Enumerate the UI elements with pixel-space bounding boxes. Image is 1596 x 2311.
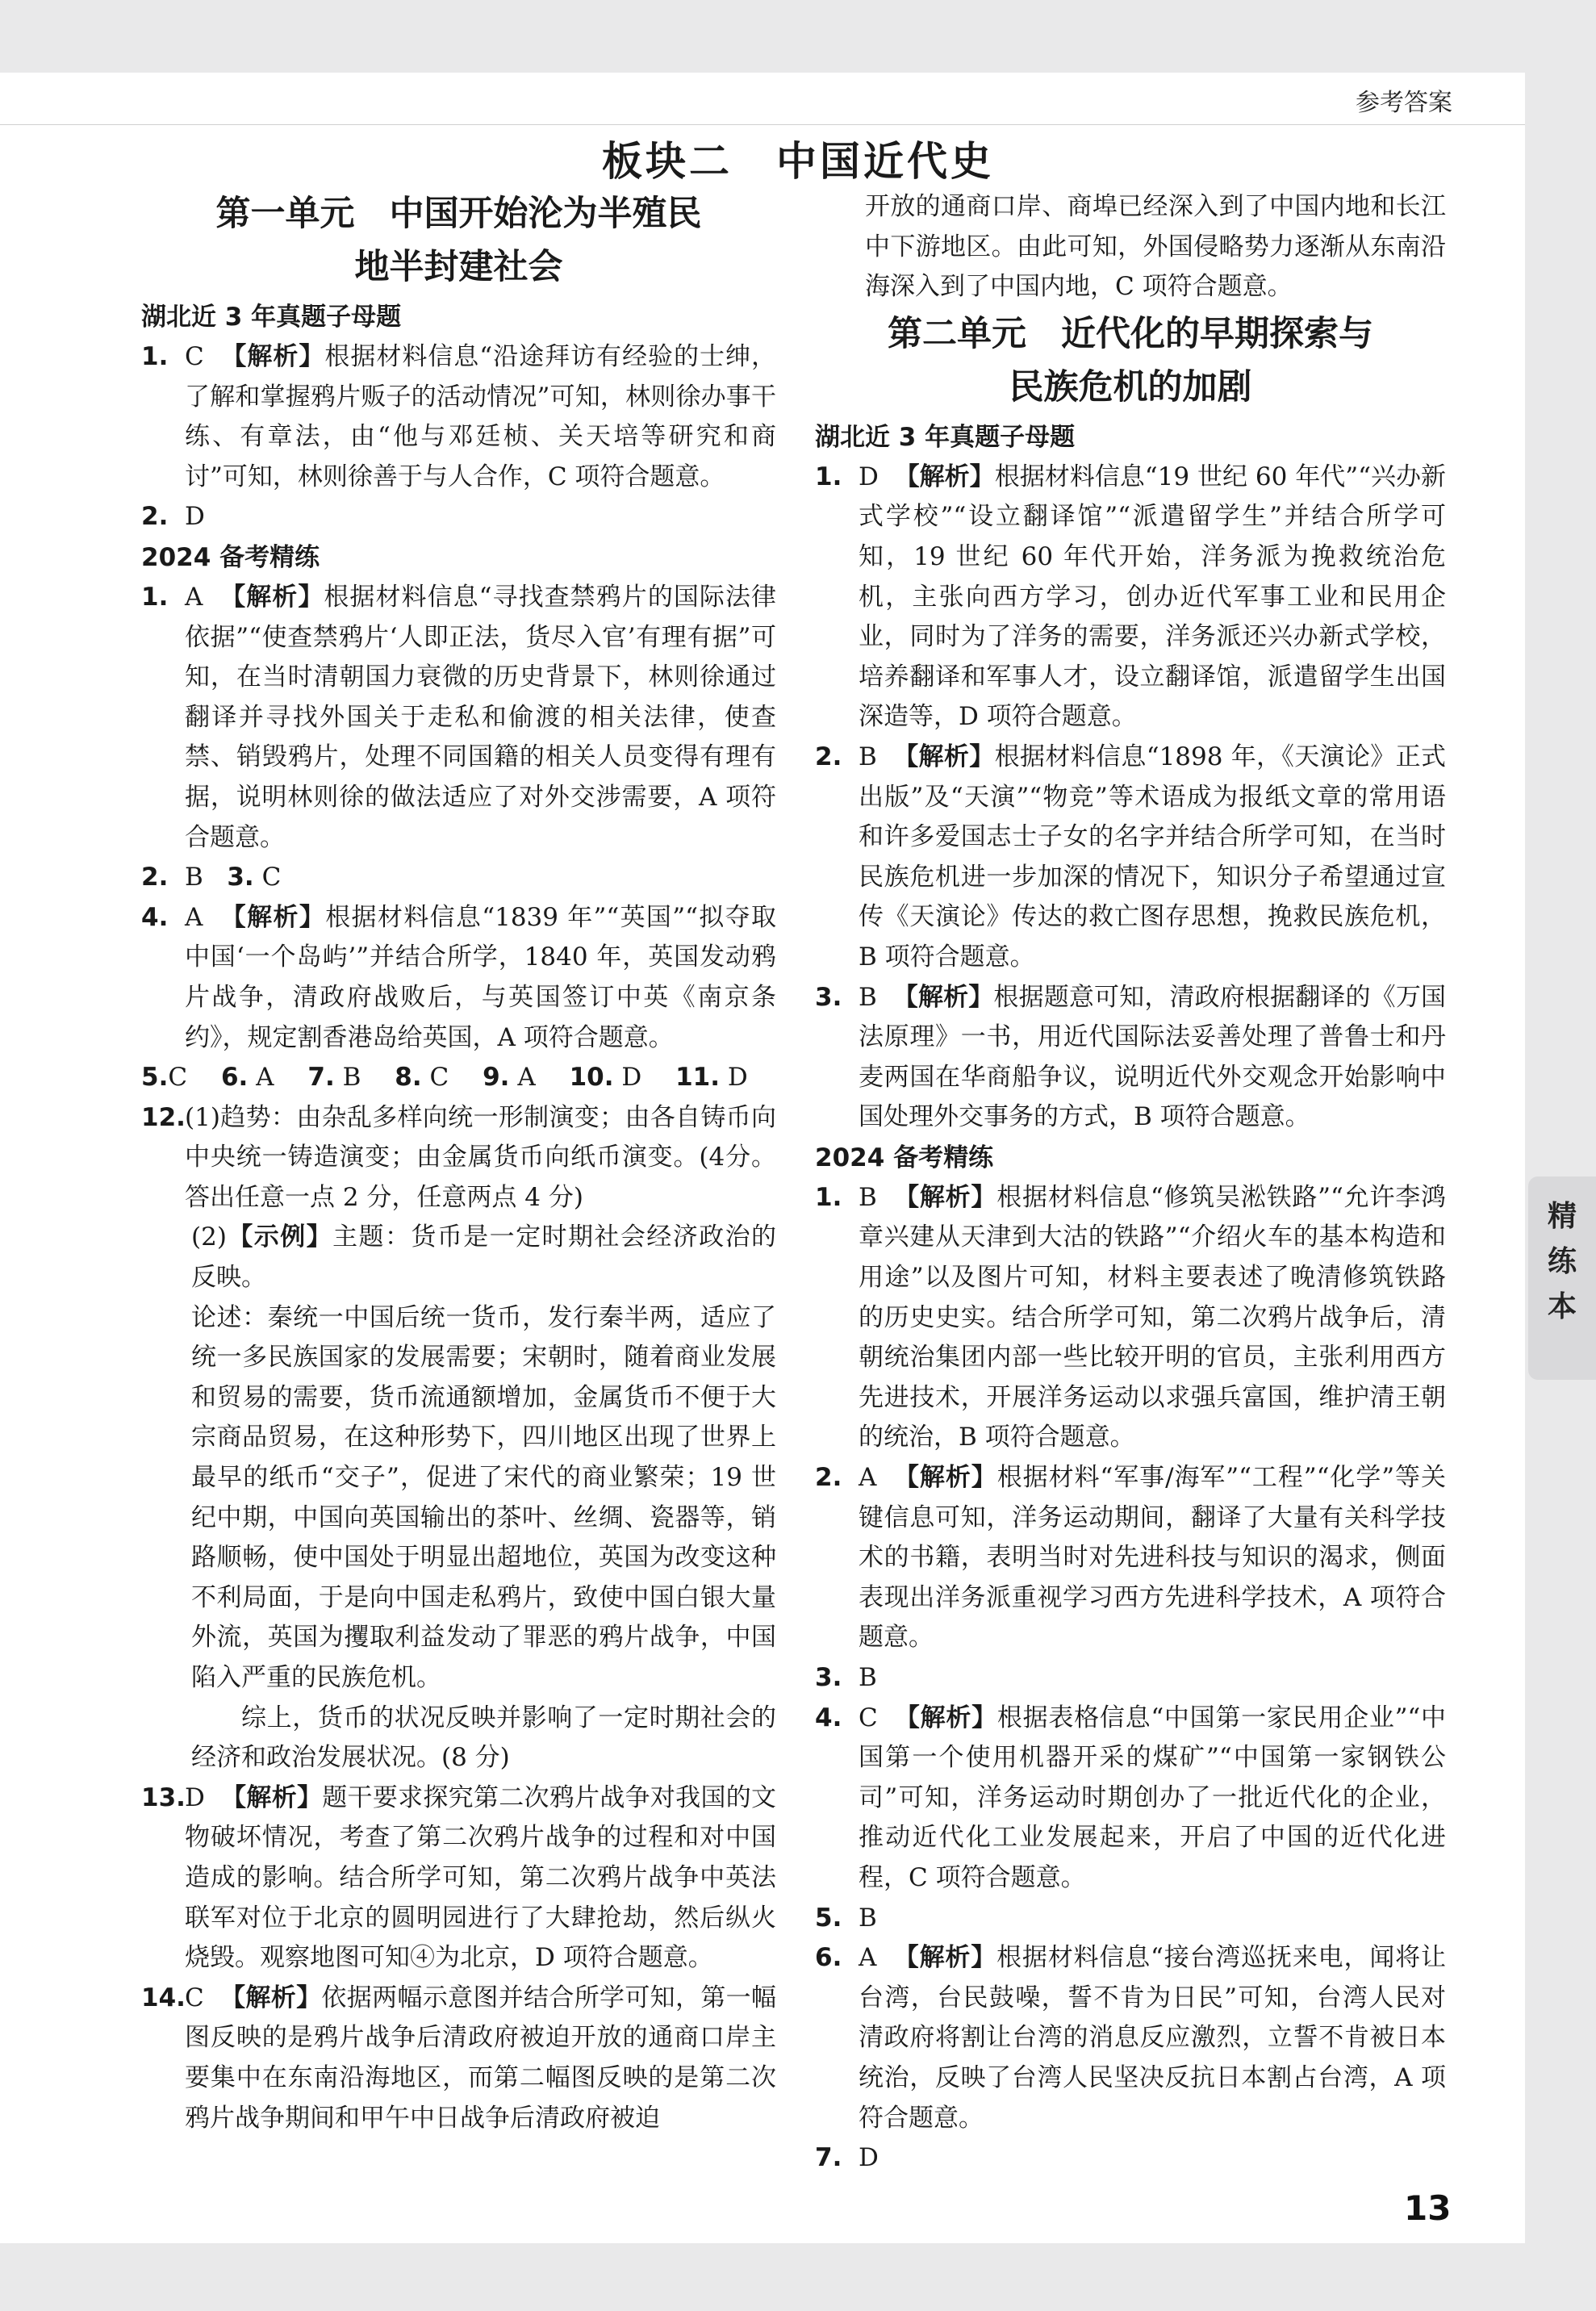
essay-conclusion: 综上，货币的状况反映并影响了一定时期社会的经济和政治发展状况。(8 分) [191,1703,776,1773]
analysis-text: 题干要求探究第二次鸦片战争对我国的文物破坏情况，考查了第二次鸦片战争的过程和对中国造成的影响。结合所学可知，第二次鸦片战争中英法联军对位于北京的圆明园进行了大肆抢劫，然后纵火烧毁。观察地图可知④为北京，D 项符合题意。 [185,1782,777,1973]
unit-title-1-line1: 第一单元 中国开始沦为半殖民 [215,194,702,234]
analysis-text: 根据材料信息“修筑吴淞铁路”“允许李鸿章兴建从天津到大沽的铁路”“介绍火车的基本构造和用途”以及图片可知，材料主要表述了晚清修筑铁路的历史史实。结合所学可知，第二次鸦片战争后，清朝统治集团内部一些比较开明的官员，主张利用西方先进技术，开展洋务运动以求强兵富国，维护清王朝的统治，B 项符合题意。 [859,1182,1446,1452]
subsection-heading: 2024 备考精练 [141,542,320,572]
analysis-text: 根据材料“军事/海军”“工程”“化学”等关键信息可知，洋务运动期间，翻译了大量有关科学技术的书籍，表明当时对先进科技与知识的渴求，侧面表现出洋务派重视学习西方先进科学技术，A 项符合题意。 [859,1463,1446,1653]
analysis-tag: 【解析】 [893,1463,997,1493]
answer-letter: A [859,1943,877,1973]
part-label: (2) [191,1222,227,1252]
item-number: 1. [141,582,169,612]
answer-item [141,578,776,858]
item-number: 5. [815,1903,842,1933]
item-number: 6. [220,1063,249,1093]
side-tab-char: 本 [1547,1290,1577,1323]
header-divider [0,124,1525,125]
answer-letter: A [859,1463,877,1493]
unit-title-2-line2: 民族危机的加剧 [1009,366,1252,407]
answer-item [815,978,1446,1138]
subsection-heading: 湖北近 3 年真题子母题 [141,303,402,332]
answer-letter: B [859,982,877,1012]
analysis-text: 根据材料信息“寻找查禁鸦片的国际法律依据”“使查禁鸦片‘人即正法，货尽入官’有理有据”可知，在当时清朝国力衰微的历史背景下，林则徐通过翻译并寻找外国关于走私和偷渡的相关法律，使查禁、销毁鸦片，处理不同国籍的相关人员变得有理有据，说明林则徐的做法适应了对外交涉需要，A 项符合题意。 [185,582,776,852]
answer-item [815,1938,1446,2138]
unit-title-1 [141,187,776,294]
item-number: 12. [141,1102,186,1132]
answer-item [815,458,1446,738]
item-number: 3. [227,863,254,892]
answer-item [141,1778,776,1979]
essay-paragraph: 论述：秦统一中国后统一货币，发行秦半两，适应了统一多民族国家的发展需要；宋朝时，随着商业发展和贸易的需要，货币流通额增加，金属货币不便于大宗商品贸易，在这种形势下，四川地区出现了世界上最早的纸币“交子”，促进了宋代的商业繁荣；19 世纪中期，中国向英国输出的茶叶、丝绸、瓷器等，销路顺畅，使中国处于明显出超地位，英国为改变这种不利局面，于是向中国走私鸦片，致使中国白银大量外流，英国为攫取利益发动了罪恶的鸦片战争，中国陷入严重的民族危机。 [191,1302,776,1692]
answer-pair [141,1063,200,1092]
answer-letter: C [261,863,282,892]
analysis-tag: 【解析】 [892,982,994,1012]
analysis-tag: 【解析】 [894,1182,997,1212]
item-number: 3. [815,982,842,1012]
item-number: 6. [815,1943,842,1973]
item-number: 8. [395,1063,422,1093]
continuation-text: 开放的通商口岸、商埠已经深入到了中国内地和长江中下游地区。由此可知，外国侵略势力逐渐从东南沿海深入到了中国内地，C 项符合题意。 [865,192,1446,302]
answer-letter: D [621,1063,642,1093]
answer-letter: D [727,1063,748,1093]
answer-part-1: (1)趋势：由杂乱多样向统一形制演变；由各自铸币向中央统一铸造演变；由金属货币向纸币演变。(4分。答出任意一点 2 分，任意两点 4 分) [185,1102,776,1212]
unit-title-2-line1: 第二单元 近代化的早期探索与 [888,313,1373,354]
answer-item [141,497,776,537]
analysis-text: 根据材料信息“沿途拜访有经验的士绅，了解和掌握鸦片贩子的活动情况”可知，林则徐办事干练、有章法，由“他与邓廷桢、关天培等研究和商讨”可知，林则徐善于与人合作，C 项符合题意。 [185,342,776,491]
analysis-tag: 【解析】 [894,462,995,491]
item-number: 4. [815,1703,842,1732]
answer-item [815,1178,1446,1458]
answer-letter: C [429,1063,449,1093]
answer-pair [675,1063,761,1092]
analysis-tag: 【解析】 [220,582,324,612]
analysis-tag: 【解析】 [894,1703,997,1732]
answer-pair [483,1063,549,1092]
answer-letter: A [185,582,203,612]
theme-text: 主题：货币是一定时期社会经济政治的反映。 [191,1222,777,1293]
analysis-text: 根据表格信息“中国第一家民用企业”“中国第一个使用机器开采的煤矿”“中国第一家钢铁公司”可知，洋务运动时期创办了一批近代化的企业，推动近代化工业发展起来，开启了中国的近代化进程，C 项符合题意。 [859,1703,1446,1892]
subsection-heading: 2024 备考精练 [815,1143,994,1172]
answer-item [815,1658,1446,1699]
answer-letter: A [256,1063,274,1093]
answer-item [815,2138,1446,2179]
analysis-text: 根据题意可知，清政府根据翻译的《万国法原理》一书，用近代国际法妥善处理了普鲁士和丹麦两国在华商船争议，说明近代外交观念开始影响中国处理外交事务的方式，B 项符合题意。 [859,982,1446,1132]
answer-letter: D [185,502,205,532]
unit-title-1-line2: 地半封建社会 [354,247,563,287]
item-number: 1. [141,342,169,371]
header-label: 参考答案 [1356,89,1452,117]
analysis-text: 根据材料信息“接台湾巡抚来电，闻将让台湾，台民鼓噪，誓不肯为日民”可知，台湾人民对清政府将割让台湾的消息反应激烈，立誓不肯被日本统治，反映了台湾人民坚决反抗日本割占台湾，A 项符合题意。 [859,1943,1446,2133]
analysis-tag: 【解析】 [893,1943,997,1973]
item-number: 7. [815,2143,842,2173]
answer-item [815,738,1446,978]
item-number: 2. [815,1463,842,1493]
answer-item [141,898,776,1058]
page-number: 13 [1404,2188,1452,2228]
answer-letter: C [859,1703,878,1732]
item-number: 11. [675,1063,720,1093]
item-number: 5. [141,1063,169,1093]
answer-letter: B [859,742,877,771]
answer-letter: B [859,1903,877,1933]
answer-item [141,858,776,898]
side-tab-char: 精 [1547,1200,1577,1233]
analysis-text: 根据材料信息“1839 年”“英国”“拟夺取中国‘一个岛屿’”并结合所学，1840 年，英国发动鸦片战争，清政府战败后，与英国签订中英《南京条约》，规定割香港岛给英国，A 项符合题意。 [185,902,776,1052]
answer-row [141,1058,776,1098]
answer-part-2 [141,1218,776,1298]
item-number: 2. [141,863,169,892]
analysis-tag: 【解析】 [221,1782,323,1812]
section-title: 板块二 中国近代史 [602,138,994,185]
item-number: 3. [815,1663,842,1692]
answer-letter: B [859,1663,877,1692]
answer-item [141,337,776,497]
answer-pair [395,1063,462,1092]
analysis-text: 根据材料信息“1898 年，《天演论》正式出版”及“天演”“物竞”等术语成为报纸文章的常用语和许多爱国志士子女的名字并结合所学可知，在当时民族危机进一步加深的情况下，知识分子希望通过宣传《天演论》传达的救亡图存思想，挽救民族危机，B 项符合题意。 [859,742,1447,972]
answer-item [141,1979,776,2138]
answer-letter: D [185,1782,205,1812]
answer-item [815,1458,1446,1658]
item-number: 4. [141,902,169,932]
analysis-text: 依据两幅示意图并结合所学可知，第一幅图反映的是鸦片战争后清政府被迫开放的通商口岸主要集中在东南沿海地区，而第二幅图反映的是第二次鸦片战争期间和甲午中日战争后清政府被迫 [185,1983,776,2133]
answer-pair [307,1063,374,1092]
item-number: 1. [815,1182,842,1212]
side-tab-char: 练 [1547,1245,1577,1278]
answer-letter: D [859,462,879,491]
answer-letter: B [859,1182,877,1212]
item-number: 2. [141,502,169,532]
item-number: 9. [483,1063,510,1093]
analysis-text: 根据材料信息“19 世纪 60 年代”“兴办新式学校”“设立翻译馆”“派遣留学生”并结合所学可知，19 世纪 60 年代开始，洋务派为挽救统治危机，主张向西方学习，创办近代军事工业和民用企业，同时为了洋务的需要，洋务派还兴办新式学校，培养翻译和军事人才，设立翻译馆，派遣留学生出国深造等，D 项符合题意。 [859,462,1446,732]
answer-letter: C [185,1983,204,2012]
item-number: 10. [569,1063,614,1093]
item-number: 7. [307,1063,335,1093]
analysis-tag: 【解析】 [220,902,326,932]
item-number: 14. [141,1983,186,2012]
answer-letter: D [859,2143,879,2173]
unit-title-2 [815,307,1446,414]
analysis-tag: 【解析】 [221,342,325,371]
side-tab-label [1528,1194,1596,1330]
analysis-tag: 【解析】 [893,742,995,771]
subsection-heading: 湖北近 3 年真题子母题 [815,422,1076,452]
side-tab [1528,1176,1596,1380]
answer-pair [570,1063,655,1092]
right-column [815,187,1446,2179]
item-number: 2. [815,742,842,771]
answer-letter: A [185,902,203,932]
item-number: 13. [141,1782,186,1812]
answer-pair [221,1063,287,1092]
answer-letter: C [168,1063,188,1093]
answer-letter: B [185,863,203,892]
left-column [141,187,776,2138]
answer-item [815,1699,1446,1899]
answer-item [141,1098,776,1218]
analysis-tag: 【解析】 [220,1983,322,2012]
answer-item [815,1899,1446,1939]
answer-letter: C [185,342,204,371]
answer-letter: B [342,1063,361,1093]
item-number: 1. [815,462,842,491]
answer-letter: A [517,1063,536,1093]
example-tag: 【示例】 [226,1222,333,1252]
